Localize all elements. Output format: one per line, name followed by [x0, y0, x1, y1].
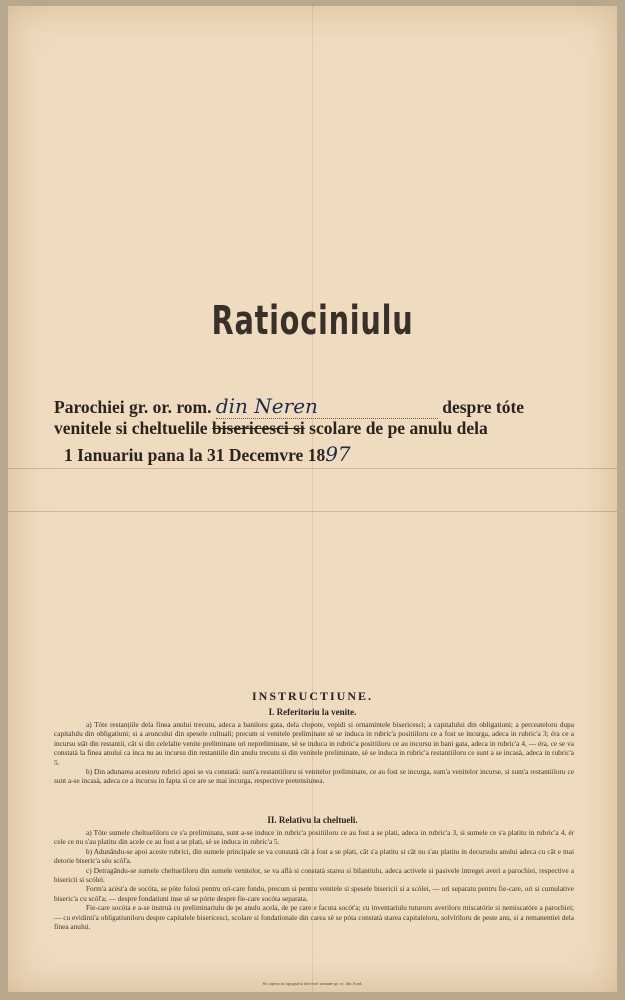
instructions-title: INSTRUCTIUNE. — [251, 689, 374, 703]
paragraph: a) Tóte sumele cheltueliloru ce s'a preliminatu, sunt a-se induce in rubric'a positiiloru ce au fost a se plati, adeca in rubric'a 3, si sumele ce s'a platitu in rubric'a 4, ér cele ce nu s'au platitu din acele ce au fost a se plati, sè se induca in rubric'a 5. — [54, 828, 574, 847]
heading-text: despre tóte — [442, 397, 525, 417]
section-1-title: I. Referitoriu la venite. — [268, 707, 357, 717]
heading-line-2 — [54, 418, 574, 439]
parish-name-field — [216, 394, 438, 419]
heading-line-3 — [64, 442, 584, 466]
section-1-body — [54, 720, 574, 786]
handwritten-parish-name: din Neren — [215, 394, 318, 418]
handwritten-year: 97 — [325, 442, 351, 466]
paragraph: Fie-care socóta e a-se instruà cu preliminariulu de pe anulu acela, de pe care e facuta socót'a; cu inventariulu tuturoru averiloru miscatórie si nemiscatóre a parochiei; — cu evidinti'a obligatiuniloru despre capitalele bisericesci, scolare si fondationale din carea sè se póta constatà starea capitaleloru, solvíriloru de peste anu, si a remanentiei dela finea anului. — [54, 903, 574, 932]
section-2-body — [54, 828, 574, 931]
document-title: Ratiociniulu — [211, 298, 414, 344]
struck-text: bisericesci si — [211, 418, 305, 438]
section-2-title: II. Relativu la cheltueli. — [267, 815, 358, 825]
heading-line-1 — [54, 394, 574, 419]
printer-footer: Se capeta in tipografia diecesei romane gr. or. din Arad. — [262, 981, 363, 986]
document-page — [8, 6, 617, 992]
heading-text: Parochiei gr. or. rom. — [54, 397, 212, 417]
paragraph: a) Tóte restanțiile dela finea anului trecutu, adeca a baniloru gata, dela clopote, vepidi si ornamintele bisericesci; a capitalului din obligatiuni; a perceateloru dupa capitalulu din obligatiuni; si a aruncului din spesele cultuali; precum si venitele preliminate sè se induca in rubric'a positiiloru ce a fost se incurga, adeca in rubric'a 3; éra ce a incursu stât din restantii, cât si din celelalte venite preliminate ori nepreliminate, sè se induca in rubric'a positiiloru ce au incursu in bani gata, adeca in rubric'a 4, — éra, ce se va constatà la finea anului ca inca nu au incursu din restantiile din anulu trecutu si din venitele preliminate, sè se induca in rubric'a restantiiloru ce sunt a se incasà, adeca in rubric'a 5. — [54, 720, 574, 767]
paragraph: b) Din adunarea acestoru rubrici apoi se va constatà: sum'a restantiiloru si venitelor preliminate, ce au fost se incurga, sum'a venitelor incurse, si sum'a restantiiloru ce sunt a-se incasà, adeca ce a incursu in fapta si ce are se mai incurga, respective pretensiunea. — [54, 767, 574, 786]
heading-text: scolare de pe anulu dela — [309, 418, 488, 438]
heading-text: 1 Ianuariu pana la 31 Decemvre 18 — [64, 445, 326, 465]
paragraph: b) Adunându-se apoi aceste rubrici, din sumele principale se va constatà cât a fost a se plati, cât s'a platitu si cât nu s'au platitu in decursulu anului adeca cu cât e mai detorie biseric'a séu scól'a. — [54, 846, 574, 866]
paragraph: c) Detragându-se sumele cheltueliloru din sumele venitelor, se va aflà si constatà starea si bilantiulu, adeca activele si pasivele intregei averi a parochiei, respective a bisericii si scólei. — [54, 865, 574, 885]
heading-text: venitele si cheltuelile — [54, 418, 208, 438]
paragraph: Form'a acést'a de socóta, se póte folosi pentru ori-care fondu, precum si pentru venitele si spesele bisericii si a scólei, — ori separatu pentru fie-care, ori si cumulative biseric'a cu scól'a; — despre fondatiuni inse sè se pórte despre fie-care socóta separata. — [54, 884, 574, 903]
